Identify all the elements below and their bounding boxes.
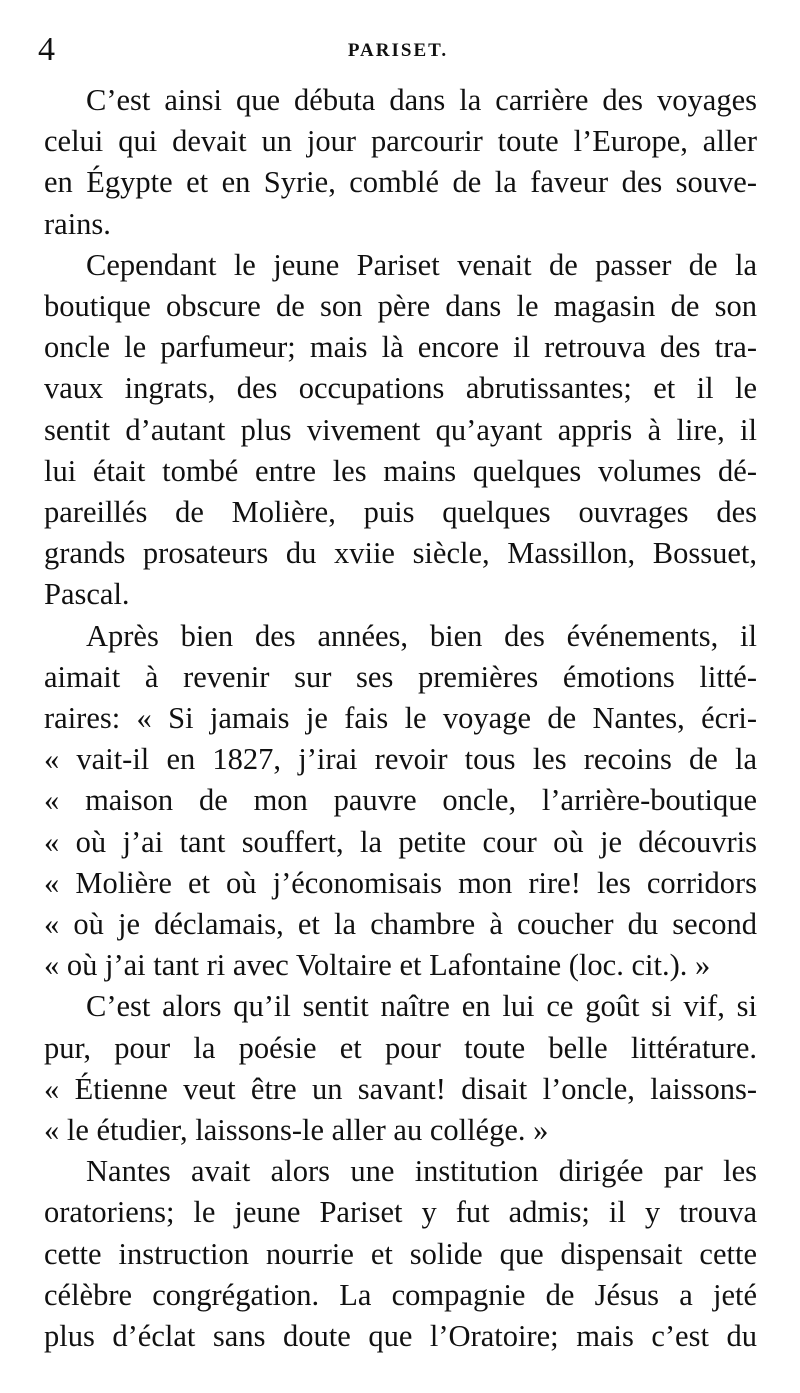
paragraph xyxy=(44,80,757,245)
text-line: oratoriens; le jeune Pariset y fut admis; il y trouva xyxy=(44,1195,757,1230)
paragraph xyxy=(44,616,757,987)
text-line: grands prosateurs du xviie siècle, Massillon, Bossuet, xyxy=(44,536,757,571)
paragraph xyxy=(44,1151,757,1357)
text-line: celui qui devait un jour parcourir toute l’Europe, aller xyxy=(44,124,757,159)
page-number: 4 xyxy=(38,31,55,68)
body-text xyxy=(44,80,757,1357)
text-line: Cependant le jeune Pariset venait de passer de la xyxy=(86,247,757,282)
text-line: Nantes avait alors une institution dirigée par les xyxy=(86,1154,757,1189)
text-line: raires: « Si jamais je fais le voyage de Nantes, écri- xyxy=(44,701,757,736)
text-line: plus d’éclat sans doute que l’Oratoire; mais c’est du xyxy=(44,1319,757,1354)
text-line: pur, pour la poésie et pour toute belle littérature. xyxy=(44,1030,757,1065)
text-line: « vait-il en 1827, j’irai revoir tous les recoins de la xyxy=(44,742,757,777)
paragraph xyxy=(44,986,757,1151)
text-line: oncle le parfumeur; mais là encore il retrouva des tra- xyxy=(44,330,757,365)
text-line: en Égypte et en Syrie, comblé de la faveur des souve- xyxy=(44,165,757,200)
paragraph xyxy=(44,245,757,616)
text-line: vaux ingrats, des occupations abrutissantes; et il le xyxy=(44,371,757,406)
text-line: sentit d’autant plus vivement qu’ayant appris à lire, il xyxy=(44,412,757,447)
text-line: rains. xyxy=(44,206,111,241)
text-line: « Molière et où j’économisais mon rire! les corridors xyxy=(44,865,757,900)
text-line: « où j’ai tant ri avec Voltaire et Lafontaine (loc. cit.). » xyxy=(44,948,711,983)
text-line: « où je déclamais, et la chambre à coucher du second xyxy=(44,907,757,942)
text-line: « où j’ai tant souffert, la petite cour où je découvris xyxy=(44,824,757,859)
text-line: pareillés de Molière, puis quelques ouvrages des xyxy=(44,495,757,530)
text-line: « maison de mon pauvre oncle, l’arrière-boutique xyxy=(44,783,757,818)
text-line: Pascal. xyxy=(44,577,130,612)
text-line: C’est alors qu’il sentit naître en lui ce goût si vif, si xyxy=(86,989,757,1024)
text-line: « le étudier, laissons-le aller au collége. » xyxy=(44,1113,549,1148)
text-line: boutique obscure de son père dans le magasin de son xyxy=(44,289,757,324)
text-line: « Étienne veut être un savant! disait l’oncle, laissons- xyxy=(44,1071,757,1106)
text-line: Après bien des années, bien des événements, il xyxy=(86,618,757,653)
text-line: lui était tombé entre les mains quelques volumes dé- xyxy=(44,453,757,488)
text-line: cette instruction nourrie et solide que dispensait cette xyxy=(44,1236,757,1271)
text-line: C’est ainsi que débuta dans la carrière des voyages xyxy=(86,83,757,117)
text-line: aimait à revenir sur ses premières émotions litté- xyxy=(44,659,757,694)
page-header xyxy=(38,30,758,70)
text-line: célèbre congrégation. La compagnie de Jésus a jeté xyxy=(44,1277,757,1312)
running-title: PARISET. xyxy=(347,40,449,61)
